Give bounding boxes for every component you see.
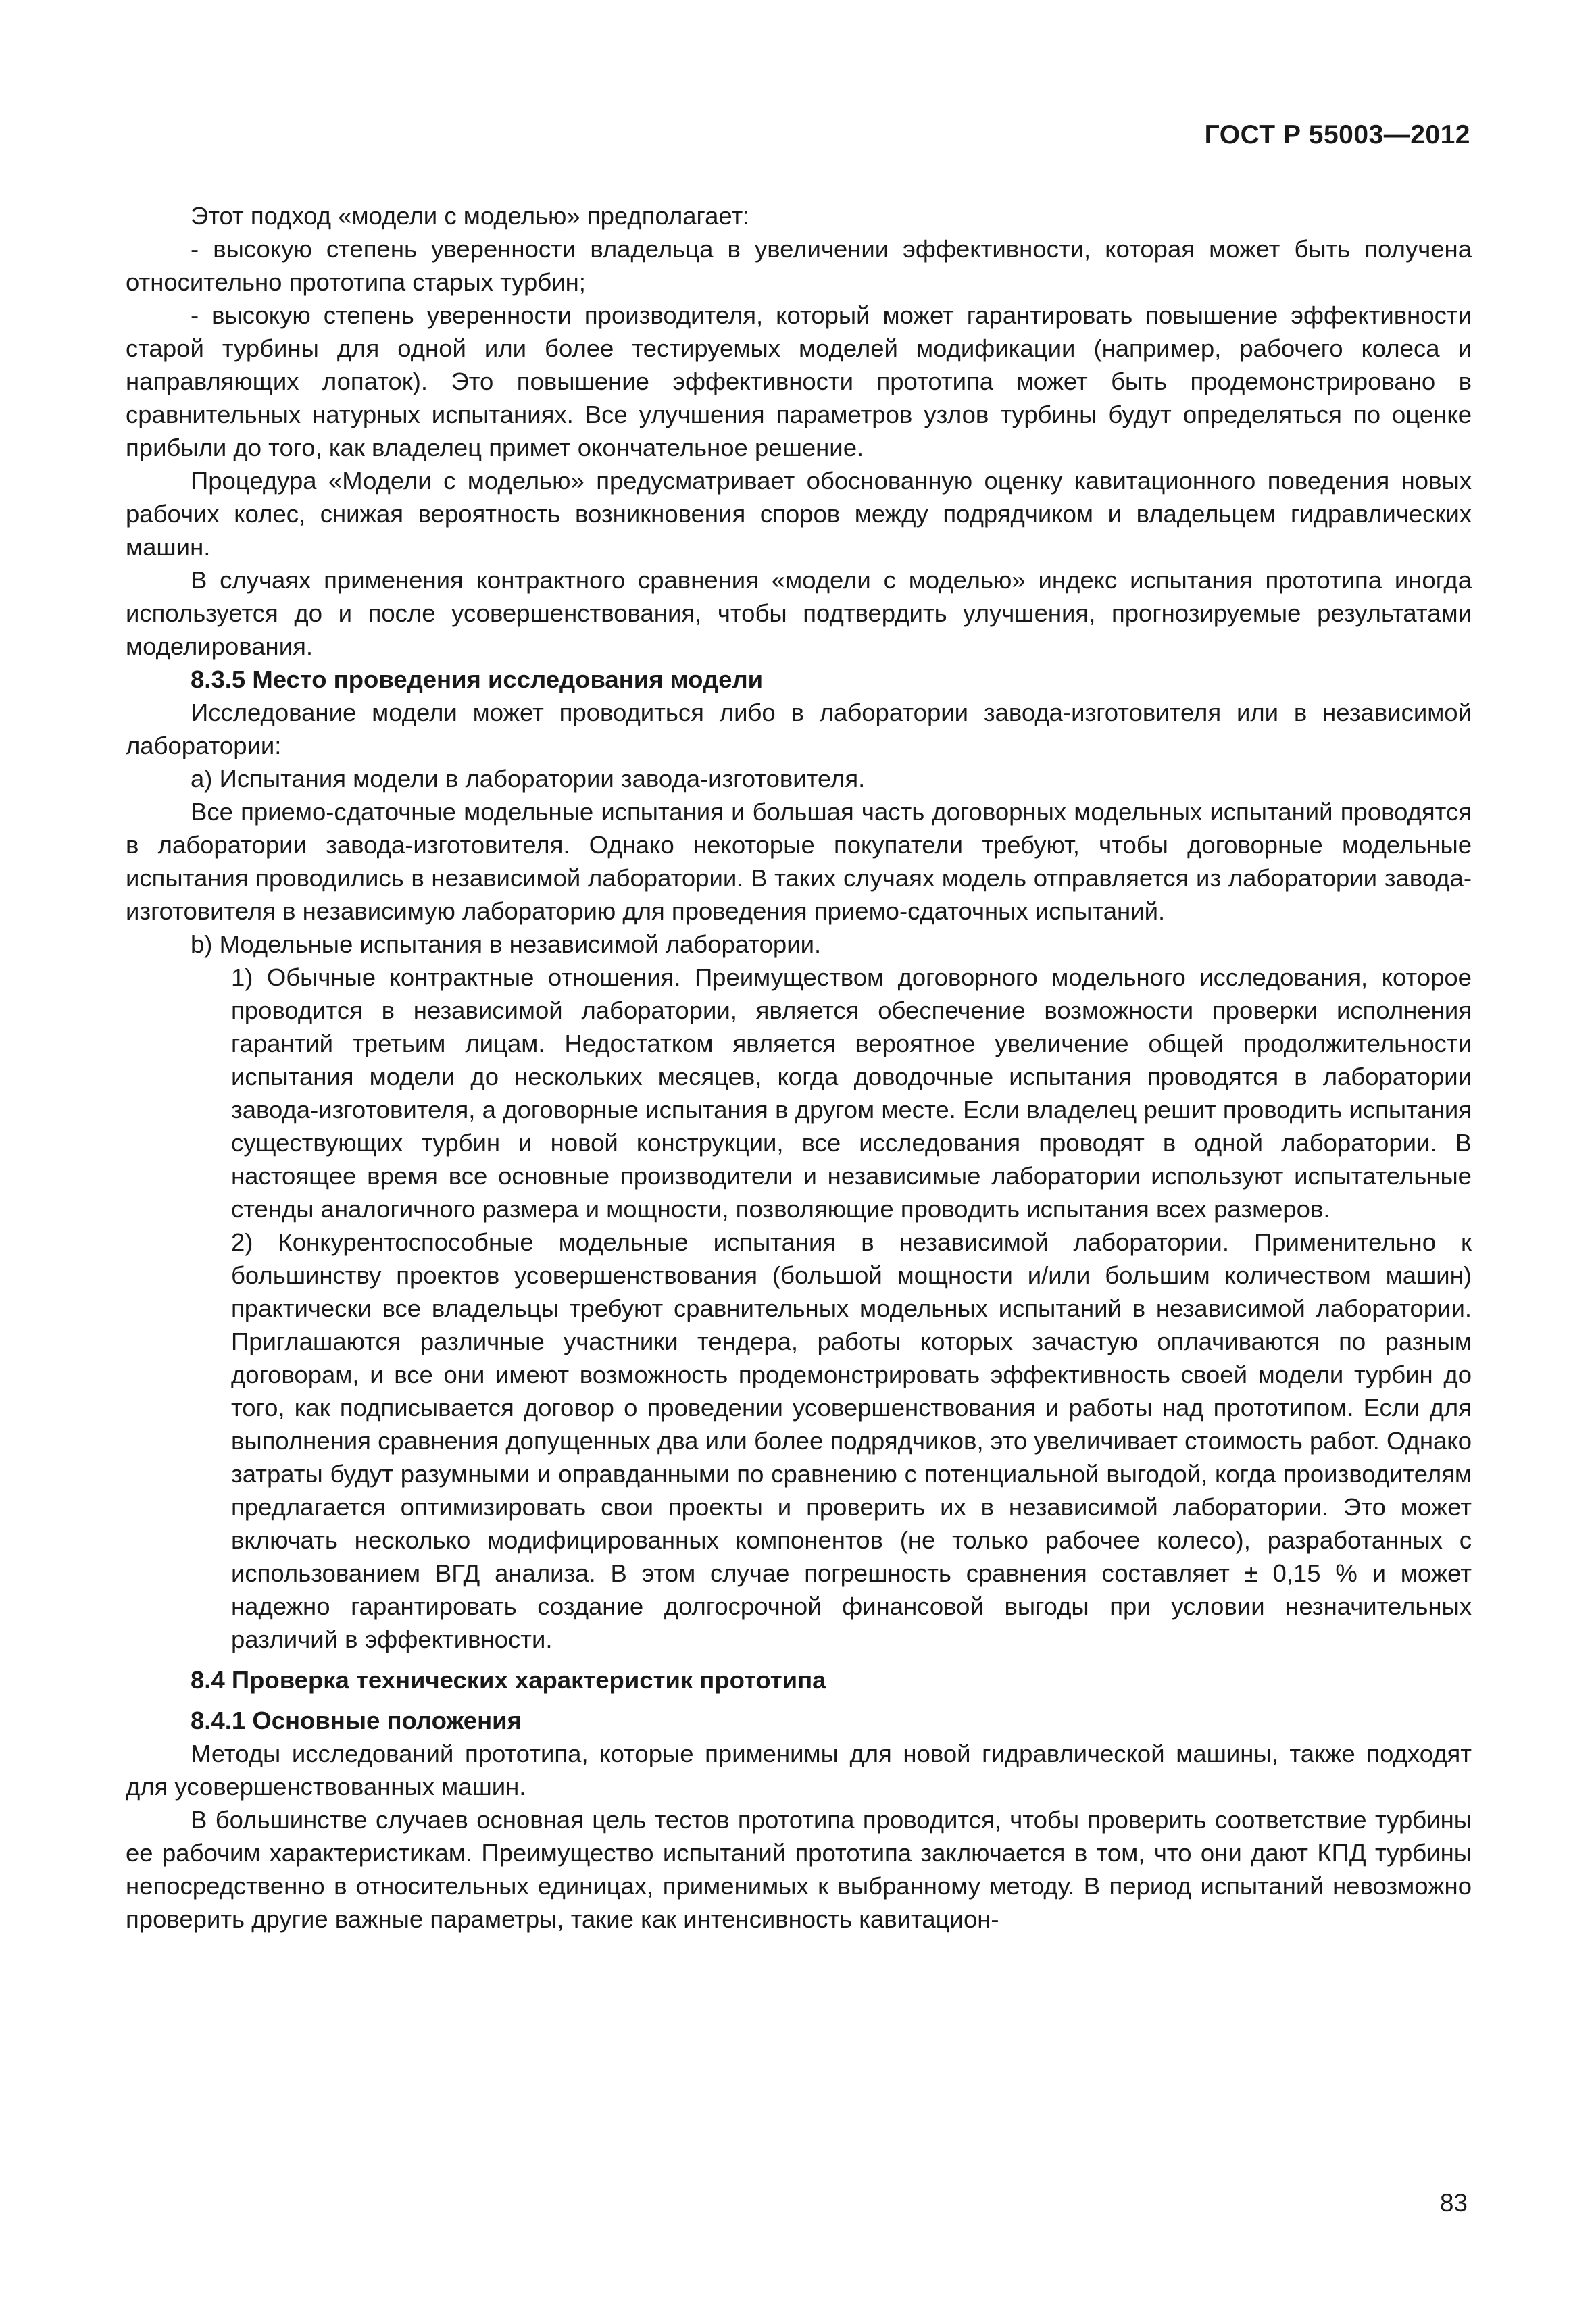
section-heading-8-3-5: 8.3.5 Место проведения исследования модели bbox=[191, 665, 764, 693]
paragraph: Все приемо-сдаточные модельные испытания и большая часть договорных модельных испытаний проводятся в лаборатории завода-изготовителя. Однако некоторые покупатели требуют, чтобы договорные модельные испытания проводились в независимой лаборатории. В таких случаях модель отправляется из лаборатории завода-изготовителя в независимую лабораторию для проведения приемо-сдаточных испытаний. bbox=[126, 798, 1472, 925]
paragraph: Процедура «Модели с моделью» предусматривает обоснованную оценку кавитационного поведения новых рабочих колес, снижая вероятность возникновения споров между подрядчиком и владельцем гидравлических машин. bbox=[126, 467, 1472, 561]
paragraph: - высокую степень уверенности производителя, который может гарантировать повышение эффективности старой турбины для одной или более тестируемых моделей модификации (например, рабочего колеса и направляющих лопаток). Это повышение эффективности прототипа может быть продемонстрировано в сравнительных натурных испытаниях. Все улучшения параметров узлов турбины будут определяться по оценке прибыли до того, как владелец примет окончательное решение. bbox=[126, 301, 1472, 461]
paragraph: - высокую степень уверенности владельца в увеличении эффективности, которая может быть получена относительно прототипа старых турбин; bbox=[126, 235, 1472, 296]
section-heading-8-4: 8.4 Проверка технических характеристик прототипа bbox=[191, 1666, 826, 1694]
sub-item-1: 1) Обычные контрактные отношения. Преимуществом договорного модельного исследования, которое проводится в независимой лаборатории, является обеспечение возможности проверки исполнения гарантий третьим лицам. Недостатком является вероятное увеличение общей продолжительности испытания модели до нескольких месяцев, когда доводочные испытания проводятся в лаборатории завода-изготовителя, а договорные испытания в другом месте. Если владелец решит проводить испытания существующих турбин и новой конструкции, все исследования проводят в одной лаборатории. В настоящее время все основные производители и независимые лаборатории используют испытательные стенды аналогичного размера и мощности, позволяющие проводить испытания всех размеров. bbox=[231, 963, 1472, 1223]
page-number: 83 bbox=[1439, 2189, 1468, 2217]
paragraph: Исследование модели может проводиться либо в лаборатории завода-изготовителя или в независимой лаборатории: bbox=[126, 699, 1472, 759]
paragraph: Методы исследований прототипа, которые применимы для новой гидравлической машины, также подходят для усовершенствованных машин. bbox=[126, 1740, 1472, 1801]
section-heading-8-4-1: 8.4.1 Основные положения bbox=[191, 1707, 522, 1734]
list-item-b: b) Модельные испытания в независимой лаборатории. bbox=[191, 930, 822, 958]
sub-item-2: 2) Конкурентоспособные модельные испытания в независимой лаборатории. Применительно к большинству проектов усовершенствования (большой мощности и/или большим количеством машин) практически все владельцы требуют сравнительных модельных испытаний в независимой лаборатории. Приглашаются различные участники тендера, работы которых зачастую оплачиваются по разным договорам, и все они имеют возможность продемонстрировать эффективность своей модели турбин до того, как подписывается договор о проведении усовершенствования и работы над прототипом. Если для выполнения сравнения допущенных два или более подрядчиков, это увеличивает стоимость работ. Однако затраты будут разумными и оправданными по сравнению с потенциальной выгодой, когда производителям предлагается оптимизировать свои проекты и проверить их в независимой лаборатории. Это может включать несколько модифицированных компонентов (не только рабочее колесо), разработанных с использованием ВГД анализа. В этом случае погрешность сравнения составляет ± 0,15 % и может надежно гарантировать создание долгосрочной финансовой выгоды при условии незначительных различий в эффективности. bbox=[231, 1228, 1472, 1653]
list-item-a: a) Испытания модели в лаборатории завода-изготовителя. bbox=[191, 765, 866, 793]
paragraph: В большинстве случаев основная цель тестов прототипа проводится, чтобы проверить соответствие турбины ее рабочим характеристикам. Преимущество испытаний прототипа заключается в том, что они дают КПД турбины непосредственно в относительных единицах, применимых к выбранному методу. В период испытаний невозможно проверить другие важные параметры, такие как интенсивность кавитацион- bbox=[126, 1806, 1472, 1933]
document-code-header: ГОСТ Р 55003—2012 bbox=[1204, 120, 1470, 149]
page-content bbox=[126, 199, 1472, 1936]
paragraph: В случаях применения контрактного сравнения «модели с моделью» индекс испытания прототипа иногда используется до и после усовершенствования, чтобы подтвердить улучшения, прогнозируемые результатами моделирования. bbox=[126, 566, 1472, 660]
paragraph: Этот подход «модели с моделью» предполагает: bbox=[191, 202, 750, 230]
